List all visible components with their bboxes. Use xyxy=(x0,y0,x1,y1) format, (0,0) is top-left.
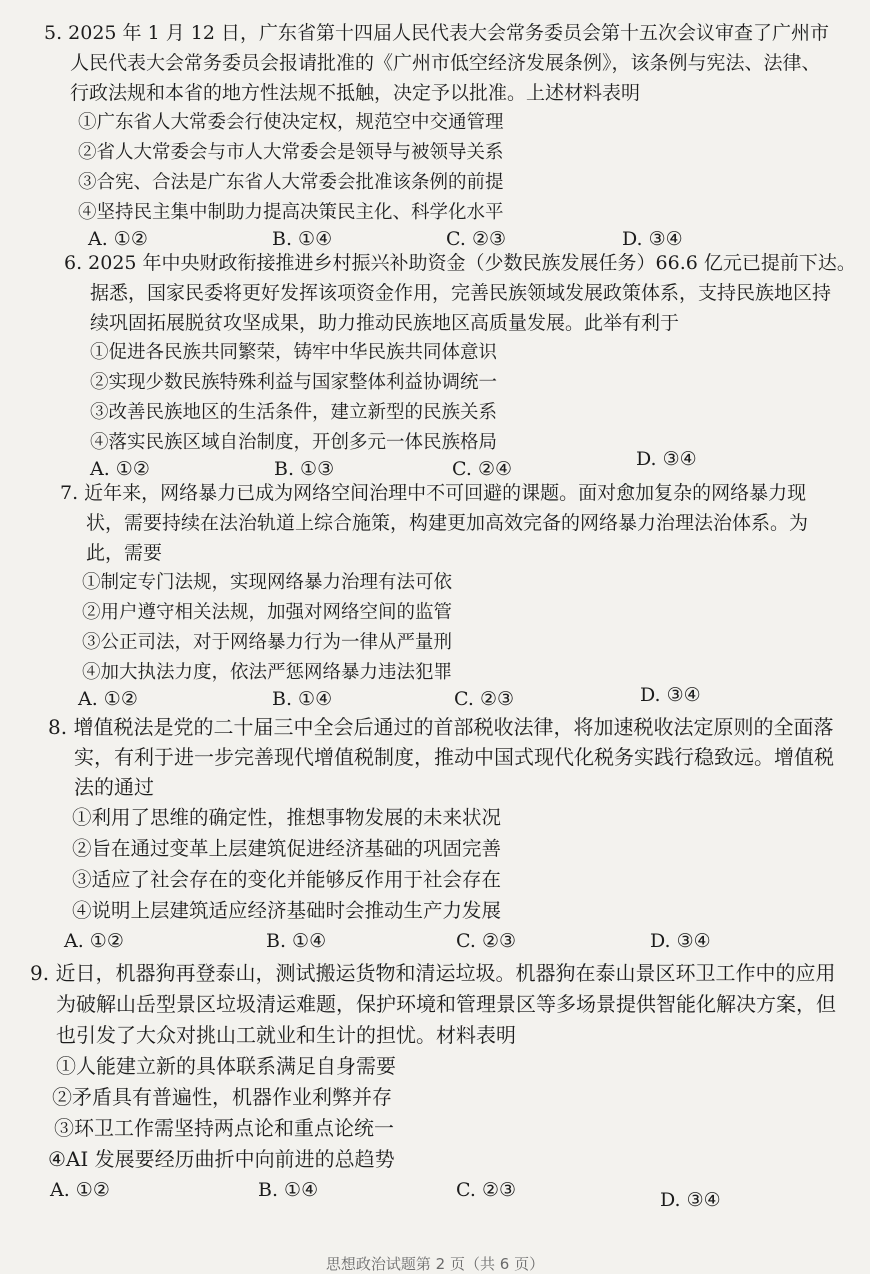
statement-3: ③改善民族地区的生活条件，建立新型的民族关系 xyxy=(90,402,498,423)
choice-d[interactable]: D. ③④ xyxy=(640,684,701,706)
statement-3: ③环卫工作需坚持两点论和重点论统一 xyxy=(54,1116,394,1140)
choice-b[interactable]: B. ①④ xyxy=(272,688,333,710)
statement-1: ①广东省人大常委会行使决定权，规范空中交通管理 xyxy=(78,112,504,133)
choice-d[interactable]: D. ③④ xyxy=(650,930,711,952)
question-stem-line: 行政法规和本省的地方性法规不抵触，决定予以批准。上述材料表明 xyxy=(70,82,641,104)
answer-choices xyxy=(30,1179,810,1211)
statement-4: ④坚持民主集中制助力提高决策民主化、科学化水平 xyxy=(78,202,504,223)
choice-c[interactable]: C. ②③ xyxy=(446,228,507,250)
question-stem-line: 7. 近年来，网络暴力已成为网络空间治理中不可回避的课题。面对愈加复杂的网络暴力现 xyxy=(60,482,807,504)
statement-4: ④说明上层建筑适应经济基础时会推动生产力发展 xyxy=(72,899,502,922)
choice-d[interactable]: D. ③④ xyxy=(660,1189,721,1211)
choice-a[interactable]: A. ①② xyxy=(90,458,150,480)
question-stem-line: 也引发了大众对挑山工就业和生计的担忧。材料表明 xyxy=(56,1023,516,1047)
statement-4: ④落实民族区域自治制度，开创多元一体民族格局 xyxy=(90,432,498,453)
statement-1: ①促进各民族共同繁荣，铸牢中华民族共同体意识 xyxy=(90,342,498,363)
question-stem-line: 人民代表大会常务委员会报请批准的《广州市低空经济发展条例》，该条例与宪法、法律、 xyxy=(70,52,821,74)
question-stem-line: 法的通过 xyxy=(74,775,154,799)
question-stem-line: 9. 近日，机器狗再登泰山，测试搬运货物和清运垃圾。机器狗在泰山景区环卫工作中的应用 xyxy=(30,961,836,985)
choice-c[interactable]: C. ②③ xyxy=(454,688,515,710)
choice-d[interactable]: D. ③④ xyxy=(622,228,683,250)
question-stem-line: 状，需要持续在法治轨道上综合施策，构建更加高效完备的网络暴力治理法治体系。为 xyxy=(86,512,809,534)
question-9 xyxy=(30,958,836,1211)
question-stem-line: 此，需要 xyxy=(86,542,163,564)
question-stem-line: 为破解山岳型景区垃圾清运难题，保护环境和管理景区等多场景提供智能化解决方案，但 xyxy=(56,992,836,1016)
choice-b[interactable]: B. ①④ xyxy=(266,930,327,952)
statement-4: ④AI 发展要经历曲折中向前进的总趋势 xyxy=(48,1147,395,1171)
statement-2: ②实现少数民族特殊利益与国家整体利益协调统一 xyxy=(90,372,498,393)
question-stem-line: 实，有利于进一步完善现代增值税制度，推动中国式现代化税务实践行稳致远。增值税 xyxy=(74,745,834,769)
question-stem-line: 8. 增值税法是党的二十届三中全会后通过的首部税收法律，将加速税收法定原则的全面落 xyxy=(48,715,834,739)
question-6 xyxy=(64,248,856,490)
question-7 xyxy=(60,478,820,720)
question-stem-line: 6. 2025 年中央财政衔接推进乡村振兴补助资金（少数民族发展任务）66.6 亿元已提前下达。 xyxy=(64,252,856,274)
question-stem-line: 据悉，国家民委将更好发挥该项资金作用，完善民族领域发展政策体系，支持民族地区持 xyxy=(90,282,832,304)
choice-b[interactable]: B. ①④ xyxy=(272,228,333,250)
choice-a[interactable]: A. ①② xyxy=(78,688,138,710)
question-5 xyxy=(44,18,829,260)
statement-1: ①人能建立新的具体联系满足自身需要 xyxy=(56,1054,396,1078)
statement-4: ④加大执法力度，依法严惩网络暴力违法犯罪 xyxy=(82,662,453,683)
page-footer: 思想政治试题第 2 页（共 6 页） xyxy=(325,1255,545,1273)
choice-c[interactable]: C. ②④ xyxy=(452,458,513,480)
choice-a[interactable]: A. ①② xyxy=(88,228,148,250)
question-stem-line: 续巩固拓展脱贫攻坚成果，助力推动民族地区高质量发展。此举有利于 xyxy=(90,312,680,334)
choice-d[interactable]: D. ③④ xyxy=(636,448,697,470)
choice-b[interactable]: B. ①③ xyxy=(274,458,335,480)
choice-c[interactable]: C. ②③ xyxy=(456,930,517,952)
statement-1: ①制定专门法规，实现网络暴力治理有法可依 xyxy=(82,572,453,593)
statement-3: ③公正司法，对于网络暴力行为一律从严量刑 xyxy=(82,632,453,653)
choice-a[interactable]: A. ①② xyxy=(50,1179,110,1201)
choice-b[interactable]: B. ①④ xyxy=(258,1179,319,1201)
statement-3: ③合宪、合法是广东省人大常委会批准该条例的前提 xyxy=(78,172,504,193)
statement-2: ②用户遵守相关法规，加强对网络空间的监管 xyxy=(82,602,453,623)
choice-a[interactable]: A. ①② xyxy=(64,930,124,952)
statement-2: ②旨在通过变革上层建筑促进经济基础的巩固完善 xyxy=(72,837,502,860)
question-8 xyxy=(48,712,834,962)
statement-2: ②矛盾具有普遍性，机器作业利弊并存 xyxy=(52,1085,392,1109)
statement-1: ①利用了思维的确定性，推想事物发展的未来状况 xyxy=(72,806,502,829)
choice-c[interactable]: C. ②③ xyxy=(456,1179,517,1201)
statement-2: ②省人大常委会与市人大常委会是领导与被领导关系 xyxy=(78,142,504,163)
question-stem-line: 5. 2025 年 1 月 12 日，广东省第十四届人民代表大会常务委员会第十五次会议审查了广州市 xyxy=(44,22,829,44)
statement-3: ③适应了社会存在的变化并能够反作用于社会存在 xyxy=(72,868,502,891)
